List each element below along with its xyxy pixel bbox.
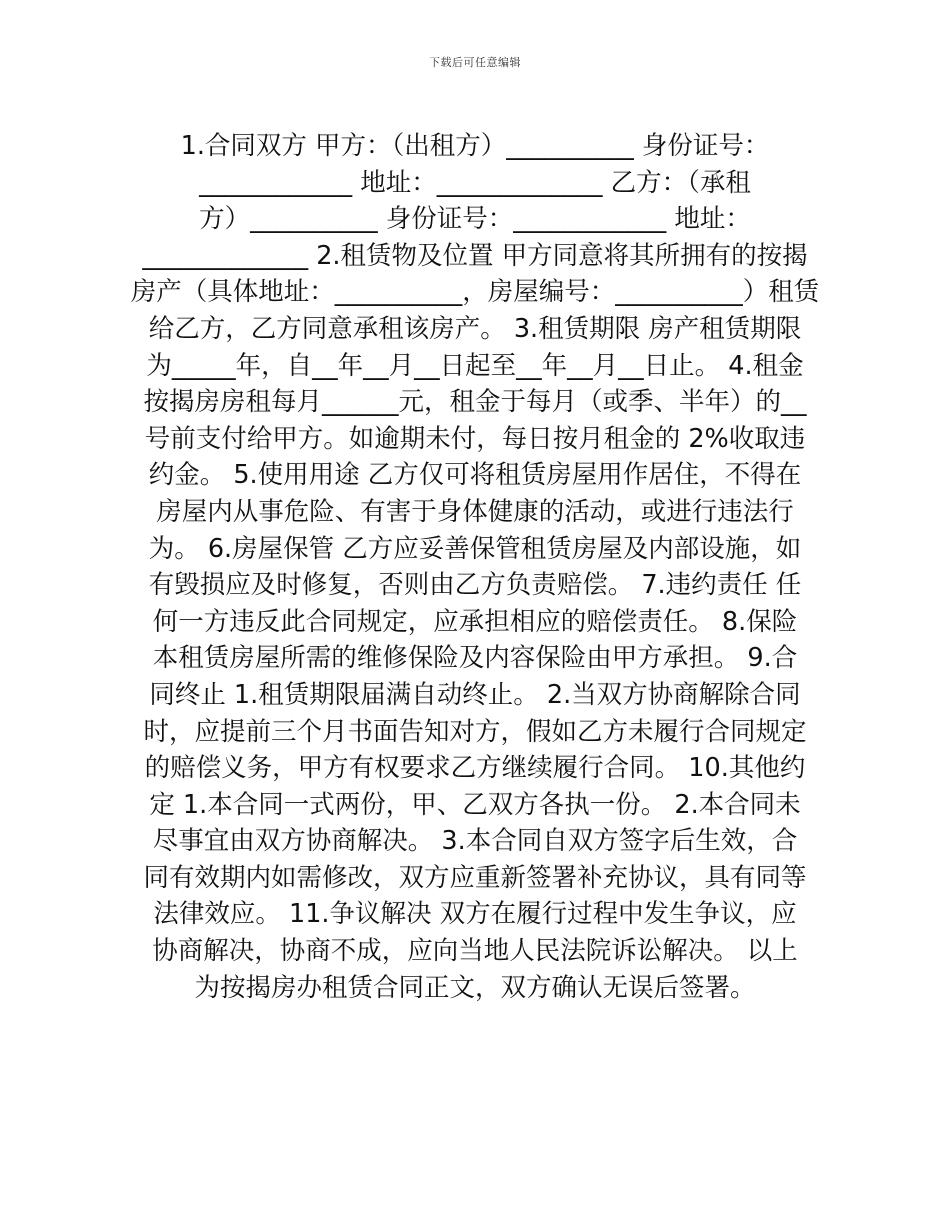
contract-line: _____________ 2.租赁物及位置 甲方同意将其所拥有的按揭 [142,240,808,271]
contract-line: 法律效应。 11.争议解决 双方在履行过程中发生争议，应 [153,899,797,930]
contract-line: 房产（具体地址：__________，房屋编号：__________）租赁 [130,277,820,308]
contract-line: 的赔偿义务，甲方有权要求乙方继续履行合同。 10.其他约 [144,753,806,784]
contract-line: 为。 6.房屋保管 乙方应妥善保管租赁房屋及内部设施，如 [148,533,802,564]
contract-line: 本租赁房屋所需的维修保险及内容保险由甲方承担。 9.合 [152,643,798,674]
contract-line: 有毁损应及时修复，否则由乙方负责赔偿。 7.违约责任 任 [148,570,802,601]
contract-line: 同终止 1.租赁期限届满自动终止。 2.当双方协商解除合同 [149,679,801,710]
page-header-note: 下载后可任意编辑 [429,56,521,69]
contract-line: 房屋内从事危险、有害于身体健康的活动，或进行违法行 [156,496,794,527]
contract-line: 号前支付给甲方。如逾期未付，每日按月租金的 2%收取违 [144,423,806,454]
contract-line: 为_____年，自__年__月__日起至__年__月__日止。 4.租金 [146,350,804,381]
contract-line: 按揭房房租每月______元，租金于每月（或季、半年）的__ [143,387,807,418]
contract-line: 方）__________ 身份证号：____________ 地址： [199,204,751,235]
contract-line: 给乙方，乙方同意承租该房产。 3.租赁期限 房产租赁期限 [148,313,802,344]
contract-line: 1.合同双方 甲方：（出租方）__________ 身份证号： [180,131,770,161]
contract-line: 何一方违反此合同规定，应承担相应的赔偿责任。 8.保险 [152,606,798,637]
contract-line: ____________ 地址：_____________ 乙方：（承租 [199,167,751,198]
contract-line: 约金。 5.使用用途 乙方仅可将租赁房屋用作居住，不得在 [148,460,802,491]
contract-line: 时，应提前三个月书面告知对方，假如乙方未履行合同规定 [143,716,807,747]
contract-line: 协商解决，协商不成，应向当地人民法院诉讼解决。 以上 [152,936,798,967]
contract-line: 尽事宜由双方协商解决。 3.本合同自双方签字后生效，合 [152,826,798,857]
contract-line: 定 1.本合同一式两份，甲、乙双方各执一份。 2.本合同未 [149,789,801,820]
contract-line: 为按揭房办租赁合同正文，双方确认无误后签署。 [194,972,756,1003]
contract-body [108,128,842,1006]
contract-line: 同有效期内如需修改，双方应重新签署补充协议，具有同等 [143,862,807,893]
